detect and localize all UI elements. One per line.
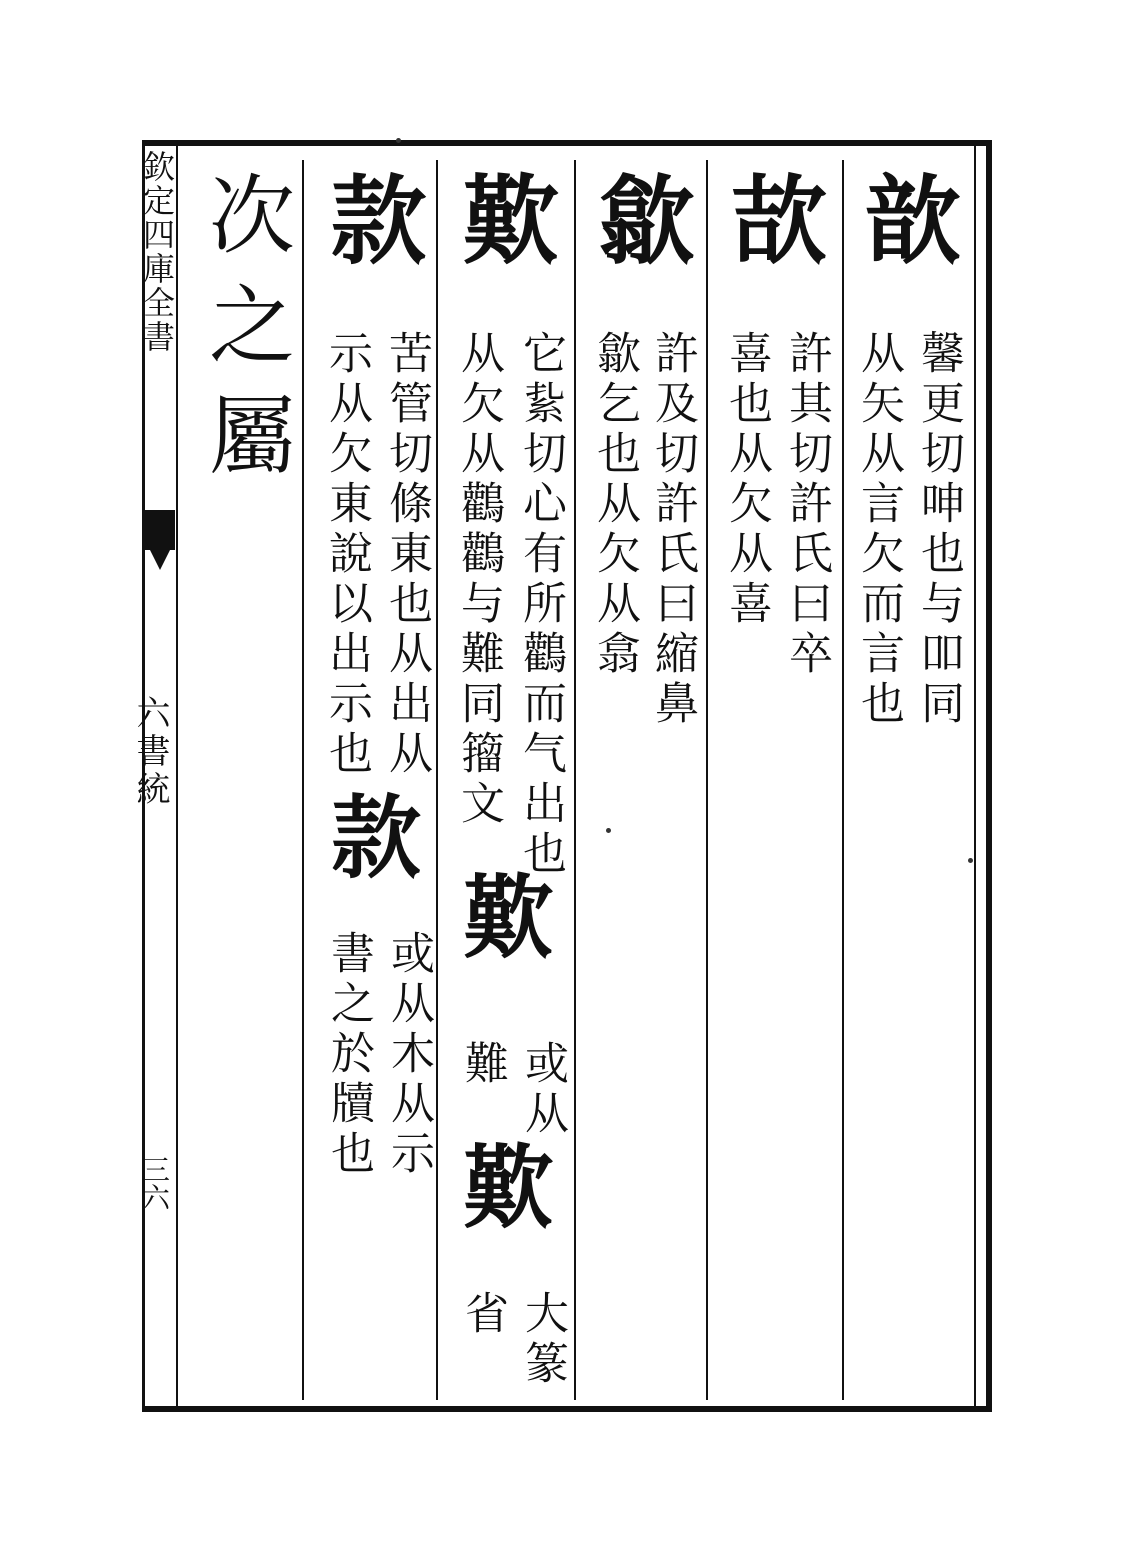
- frame-bottom-border: [142, 1406, 992, 1412]
- column-divider: [706, 160, 708, 1400]
- scan-speck: [968, 858, 973, 863]
- variant-note-right: 大篆: [517, 1290, 568, 1390]
- annotation-line: 苦管切條東也从出从: [381, 330, 432, 780]
- scan-speck: [606, 828, 611, 833]
- annotation-line: 从欠从鸛鸛与難同籀文: [453, 330, 504, 830]
- annotation-line: 許及切許氏曰縮鼻: [647, 330, 698, 730]
- variant-note-left: 書之於牘也: [323, 930, 374, 1180]
- variant-note-left: 難: [457, 1040, 508, 1090]
- seal-character: 歆: [849, 170, 962, 262]
- variant-note-right: 或从木从示: [383, 930, 434, 1180]
- annotation-line: 許其切許氏曰卒: [781, 330, 832, 680]
- section-heading: 次之屬: [194, 170, 294, 500]
- banxin-book-title: 六書統: [130, 695, 170, 809]
- variant-note-right: 或从: [517, 1040, 568, 1140]
- variant-seal-character: 歎: [447, 1140, 553, 1230]
- column-divider: [436, 160, 438, 1400]
- annotation-line: 它紥切心有所鸛而气出也: [515, 330, 566, 880]
- variant-note-left: 省: [457, 1290, 508, 1340]
- banxin-page-number: 三六: [138, 1155, 171, 1211]
- annotation-line: 示从欠東說以出示也: [321, 330, 372, 780]
- column-divider: [842, 160, 844, 1400]
- column-divider: [302, 160, 304, 1400]
- annotation-line: 馨更切呻也与吅同: [913, 330, 964, 730]
- column-divider: [176, 146, 178, 1406]
- seal-character: 欯: [715, 170, 828, 262]
- seal-character: 歙: [583, 170, 696, 262]
- banxin-collection-title: 欽定四庫全書: [138, 150, 176, 354]
- annotation-line: 喜也从欠从喜: [721, 330, 772, 630]
- fishtail-mark-tail: [145, 540, 175, 570]
- seal-character: 歎: [447, 170, 560, 262]
- frame-inner-line: [974, 146, 976, 1406]
- frame-right-border: [986, 140, 992, 1412]
- column-divider: [574, 160, 576, 1400]
- scan-speck: [396, 138, 401, 143]
- variant-seal-character: 歎: [447, 870, 553, 960]
- variant-seal-character: 款: [315, 790, 421, 880]
- seal-character: 款: [315, 170, 428, 262]
- annotation-line: 歙乞也从欠从翕: [589, 330, 640, 680]
- annotation-line: 从矢从言欠而言也: [853, 330, 904, 730]
- frame-top-border: [142, 140, 992, 146]
